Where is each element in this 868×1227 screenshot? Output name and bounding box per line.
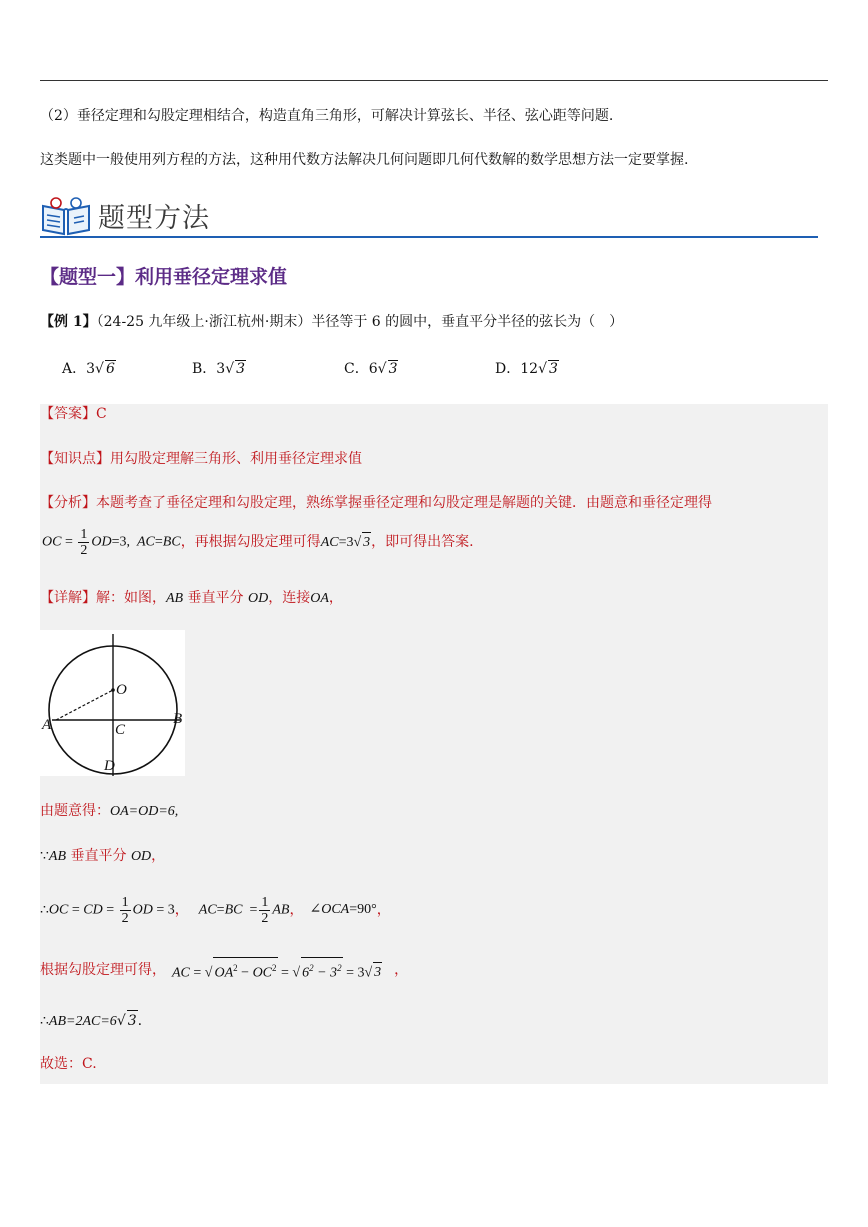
section-title: 题型方法 bbox=[98, 203, 210, 234]
analysis-line-2 bbox=[42, 524, 474, 560]
knowledge-text: 用勾股定理解三角形、利用垂径定理求值 bbox=[110, 451, 362, 467]
final-choice: 故选：C. bbox=[40, 1056, 97, 1072]
detail-ab: AB bbox=[166, 591, 184, 606]
answer-label: 【答案】 bbox=[40, 406, 96, 422]
choice-b[interactable]: B．3√ 3 bbox=[192, 361, 246, 377]
choice-radicand: 6 bbox=[105, 361, 115, 377]
example-text: （24-25 九年级上·浙江杭州·期末）半径等于 6 的圆中，垂直平分半径的弦长为（ ） bbox=[96, 314, 624, 330]
choice-radicand: 3 bbox=[548, 361, 558, 377]
choice-radicand: 3 bbox=[388, 361, 398, 377]
knowledge-label: 【知识点】 bbox=[40, 451, 110, 467]
analysis-math-ac: AC=3√ 3 bbox=[321, 532, 371, 553]
step3-math-2: AC=BC = $\frac{1}{2}$ AB bbox=[198, 894, 290, 926]
choice-coef: 3 bbox=[86, 361, 96, 377]
choice-coef: 3 bbox=[216, 361, 226, 377]
open-book-icon bbox=[40, 196, 92, 236]
detail-od: OD bbox=[248, 591, 269, 606]
label-d: D bbox=[104, 758, 115, 774]
therefore-symbol: ∴ bbox=[40, 902, 49, 918]
step-2: ∵AB 垂直平分 OD， bbox=[40, 848, 166, 864]
detail-end: ， bbox=[328, 590, 343, 606]
step2-ab: AB bbox=[48, 849, 67, 864]
step-5: ∴AB=2AC=6√ 3. bbox=[40, 1010, 142, 1032]
analysis-label: 【分析】 bbox=[40, 495, 96, 511]
example-label: 【例 1】 bbox=[40, 314, 97, 330]
therefore-symbol-2: ∴ bbox=[40, 1013, 49, 1029]
analysis-line-1 bbox=[40, 493, 712, 513]
choice-d[interactable]: D．12√ 3 bbox=[495, 361, 558, 377]
step-4: 根据勾股定理可得， AC = √ $OA^2 - OC^2$ = √ $6^2 - 3^2 = 3√$ 3 ， bbox=[40, 958, 408, 982]
choice-letter: D． bbox=[495, 361, 521, 377]
analysis-math-oc: OC = $\frac{1}{2}$ OD=3, AC=BC bbox=[42, 526, 181, 558]
choice-radicand: 3 bbox=[236, 361, 246, 377]
step1-math: OA=OD=6, bbox=[110, 804, 179, 819]
detail-link: ，连接 bbox=[268, 590, 311, 606]
step4-text: 根据勾股定理可得， bbox=[40, 962, 166, 978]
detail-text: 解：如图， bbox=[96, 590, 166, 606]
analysis-end-text: ，即可得出答案. bbox=[371, 534, 474, 550]
label-b: B bbox=[173, 711, 183, 727]
choice-c[interactable]: C．6√ 3 bbox=[344, 361, 398, 377]
step2-od: OD bbox=[130, 849, 152, 864]
circle-figure bbox=[40, 630, 185, 776]
choice-coef: 6 bbox=[368, 361, 378, 377]
choice-letter: A． bbox=[62, 361, 87, 377]
example-question bbox=[40, 312, 623, 332]
knowledge-line bbox=[40, 449, 362, 469]
section-rule bbox=[40, 236, 818, 238]
step3-math: OC = CD = $\frac{1}{2}$ OD = 3 bbox=[48, 894, 175, 926]
detail-line bbox=[40, 588, 343, 609]
answer-value: C bbox=[96, 406, 107, 422]
label-a: A bbox=[42, 717, 52, 733]
type-title: 【题型一】利用垂径定理求值 bbox=[40, 266, 288, 288]
step-3: ∴ OC = CD = $\frac{1}{2}$ OD = 3 ， AC=BC = $\frac{1}{2}$ AB ， ∠OCA=90° ， bbox=[40, 894, 391, 926]
label-o: O bbox=[116, 682, 127, 698]
choice-letter: C． bbox=[344, 361, 369, 377]
label-c: C bbox=[115, 722, 126, 738]
analysis-text: 本题考查了垂径定理和勾股定理，熟练掌握垂径定理和勾股定理是解题的关键．由题意和垂径定理得 bbox=[96, 495, 712, 511]
because-symbol: ∵ bbox=[40, 848, 49, 864]
step-1 bbox=[40, 801, 178, 822]
choice-coef: 12 bbox=[520, 361, 539, 377]
step3-math-3: ∠OCA=90° bbox=[309, 902, 377, 917]
step4-math: AC = √ $OA^2 - OC^2$ = √ $6^2 - 3^2 = 3√$ 3 bbox=[172, 957, 382, 984]
detail-mid: 垂直平分 bbox=[183, 590, 249, 606]
detail-oa: OA bbox=[310, 591, 329, 606]
step1-text: 由题意得： bbox=[40, 803, 110, 819]
header-rule bbox=[40, 80, 828, 81]
detail-label: 【详解】 bbox=[40, 590, 96, 606]
analysis-mid-text: ，再根据勾股定理可得 bbox=[180, 534, 321, 550]
choice-a[interactable]: A．3√ 6 bbox=[62, 361, 115, 377]
choice-letter: B． bbox=[192, 361, 217, 377]
answer-line bbox=[40, 404, 107, 424]
intro-line-2: 这类题中一般使用列方程的方法，这种用代数方法解决几何问题即几何代数解的数学思想方法一定要掌握. bbox=[40, 152, 689, 168]
step5-math: AB=2AC=6 bbox=[48, 1014, 117, 1029]
step2-text: 垂直平分 bbox=[66, 848, 131, 864]
intro-line-1: （2）垂径定理和勾股定理相结合，构造直角三角形，可解决计算弦长、半径、弦心距等问题. bbox=[40, 108, 614, 124]
